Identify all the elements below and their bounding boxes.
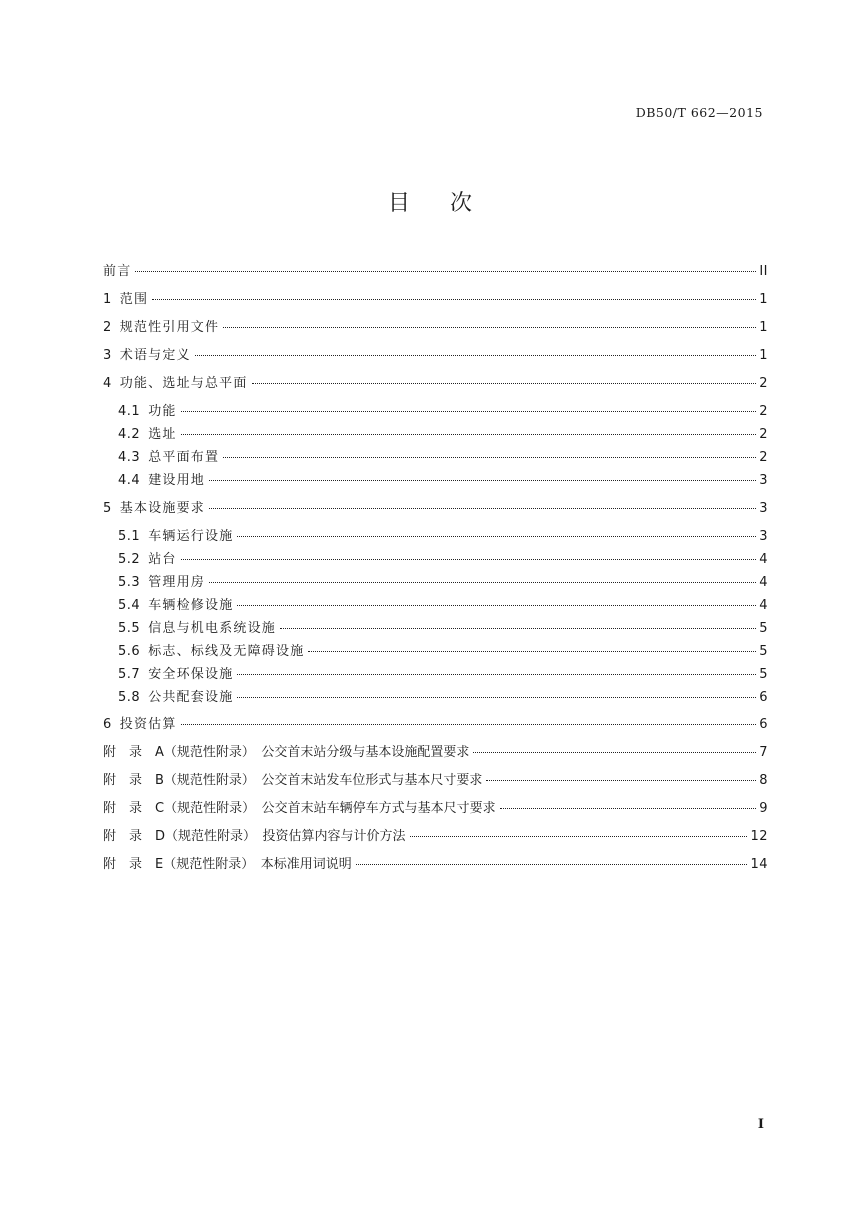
- toc-entry-label: 建设用地: [148, 473, 205, 488]
- toc-entry-page: 5: [759, 667, 768, 682]
- toc-entry-4-4[interactable]: [118, 469, 768, 489]
- toc-entry-number: 5.8: [118, 690, 141, 705]
- toc-entry-label: 附 录 C（规范性附录） 公交首末站车辆停车方式与基本尺寸要求: [103, 801, 496, 816]
- toc-entry-label: 基本设施要求: [119, 501, 205, 516]
- toc-entry-page: 1: [759, 348, 768, 363]
- toc-entry-number: 1: [103, 292, 112, 307]
- toc-entry-4[interactable]: [103, 372, 768, 392]
- dot-leader: [237, 697, 756, 698]
- toc-entry-annex-c[interactable]: [103, 797, 768, 817]
- dot-leader: [181, 559, 757, 560]
- toc-entry-label: 车辆检修设施: [148, 598, 234, 613]
- dot-leader: [223, 457, 756, 458]
- toc-entry-number: 4.4: [118, 473, 141, 488]
- dot-leader: [252, 383, 757, 384]
- toc-entry-5-6[interactable]: [118, 640, 768, 660]
- dot-leader: [280, 628, 756, 629]
- toc-entry-1[interactable]: [103, 288, 768, 308]
- toc-entry-page: 14: [750, 857, 768, 872]
- toc-entry-page: 4: [759, 575, 768, 590]
- dot-leader: [500, 808, 757, 809]
- dot-leader: [181, 411, 757, 412]
- toc-entry-page: 1: [759, 320, 768, 335]
- toc-entry-number: 5.7: [118, 667, 141, 682]
- toc-entry-page: II: [759, 264, 768, 279]
- toc-entry-label: 管理用房: [148, 575, 205, 590]
- toc-entry-number: 3: [103, 348, 112, 363]
- toc-entry-foreword[interactable]: [103, 260, 768, 280]
- toc-entry-label: 投资估算: [119, 717, 177, 732]
- toc-entry-label: 附 录 B（规范性附录） 公交首末站发车位形式与基本尺寸要求: [103, 773, 483, 788]
- toc-entry-number: 2: [103, 320, 112, 335]
- dot-leader: [135, 271, 756, 272]
- toc-entry-label: 标志、标线及无障碍设施: [148, 644, 305, 659]
- toc-entry-page: 6: [759, 690, 768, 705]
- toc-entry-annex-a[interactable]: [103, 741, 768, 761]
- toc-entry-label: 附 录 A（规范性附录） 公交首末站分级与基本设施配置要求: [103, 745, 470, 760]
- toc-entry-5[interactable]: [103, 497, 768, 517]
- dot-leader: [209, 582, 756, 583]
- toc-entry-page: 5: [759, 644, 768, 659]
- toc-entry-page: 3: [759, 473, 768, 488]
- toc-entry-label: 规范性引用文件: [119, 320, 220, 335]
- toc-entry-page: 5: [759, 621, 768, 636]
- dot-leader: [237, 536, 756, 537]
- toc-entry-page: 2: [759, 450, 768, 465]
- toc-entry-label: 功能: [148, 404, 177, 419]
- toc-entry-page: 4: [759, 552, 768, 567]
- toc-entry-3[interactable]: [103, 344, 768, 364]
- dot-leader: [237, 605, 756, 606]
- toc-entry-page: 2: [759, 376, 768, 391]
- toc-entry-page: 2: [759, 404, 768, 419]
- toc-entry-annex-b[interactable]: [103, 769, 768, 789]
- toc-entry-5-4[interactable]: [118, 594, 768, 614]
- toc-entry-number: 4: [103, 376, 112, 391]
- toc-entry-number: 4.2: [118, 427, 141, 442]
- toc-entry-label: 总平面布置: [148, 450, 220, 465]
- toc-entry-page: 8: [759, 773, 768, 788]
- toc-entry-number: 5.2: [118, 552, 141, 567]
- toc-entry-number: 5.1: [118, 529, 141, 544]
- toc-entry-label: 功能、选址与总平面: [119, 376, 248, 391]
- toc-entry-number: 5.4: [118, 598, 141, 613]
- toc-entry-label: 车辆运行设施: [148, 529, 234, 544]
- toc-entry-annex-d[interactable]: [103, 825, 768, 845]
- dot-leader: [181, 724, 757, 725]
- toc-entry-label: 安全环保设施: [148, 667, 234, 682]
- toc-entry-5-3[interactable]: [118, 571, 768, 591]
- dot-leader: [356, 864, 748, 865]
- toc-entry-5-7[interactable]: [118, 663, 768, 683]
- toc-entry-5-5[interactable]: [118, 617, 768, 637]
- toc-entry-page: 1: [759, 292, 768, 307]
- dot-leader: [473, 752, 756, 753]
- toc-entry-number: 5: [103, 501, 112, 516]
- document-code: DB50/T 662—2015: [635, 105, 763, 120]
- toc-entry-label: 公共配套设施: [148, 690, 234, 705]
- dot-leader: [152, 299, 756, 300]
- toc-entry-page: 7: [759, 745, 768, 760]
- toc-entry-4-3[interactable]: [118, 446, 768, 466]
- toc-entry-2[interactable]: [103, 316, 768, 336]
- toc-entry-page: 6: [759, 717, 768, 732]
- toc-entry-5-8[interactable]: [118, 686, 768, 706]
- dot-leader: [223, 327, 756, 328]
- toc-entry-number: 4.1: [118, 404, 141, 419]
- toc-title: 目次: [387, 191, 512, 216]
- toc-entry-page: 12: [750, 829, 768, 844]
- dot-leader: [410, 836, 748, 837]
- dot-leader: [181, 434, 757, 435]
- dot-leader: [308, 651, 756, 652]
- toc-entry-label: 范围: [119, 292, 149, 307]
- toc-entry-page: 9: [759, 801, 768, 816]
- toc-entry-label: 前言: [103, 264, 132, 279]
- toc-entry-5-1[interactable]: [118, 525, 768, 545]
- dot-leader: [237, 674, 756, 675]
- toc-entry-page: 2: [759, 427, 768, 442]
- dot-leader: [209, 480, 756, 481]
- page-number: I: [757, 1117, 764, 1132]
- toc-entry-page: 4: [759, 598, 768, 613]
- toc-entry-6[interactable]: [103, 713, 768, 733]
- toc-entry-5-2[interactable]: [118, 548, 768, 568]
- toc-entry-number: 5.5: [118, 621, 141, 636]
- toc-entry-number: 6: [103, 717, 112, 732]
- dot-leader: [209, 508, 756, 509]
- toc-entry-label: 信息与机电系统设施: [148, 621, 276, 636]
- toc-entry-annex-e[interactable]: [103, 853, 768, 873]
- toc-entry-page: 3: [759, 529, 768, 544]
- toc-entry-number: 5.3: [118, 575, 141, 590]
- toc-entry-label: 站台: [148, 552, 177, 567]
- toc-entry-label: 附 录 E（规范性附录） 本标准用词说明: [103, 857, 352, 872]
- toc-entry-number: 5.6: [118, 644, 141, 659]
- toc-entry-page: 3: [759, 501, 768, 516]
- toc-entry-label: 术语与定义: [119, 348, 191, 363]
- toc-entry-number: 4.3: [118, 450, 141, 465]
- toc-entry-label: 选址: [148, 427, 177, 442]
- toc-entry-4-2[interactable]: [118, 423, 768, 443]
- dot-leader: [486, 780, 756, 781]
- toc-entry-label: 附 录 D（规范性附录） 投资估算内容与计价方法: [103, 829, 406, 844]
- dot-leader: [195, 355, 756, 356]
- toc-entry-4-1[interactable]: [118, 400, 768, 420]
